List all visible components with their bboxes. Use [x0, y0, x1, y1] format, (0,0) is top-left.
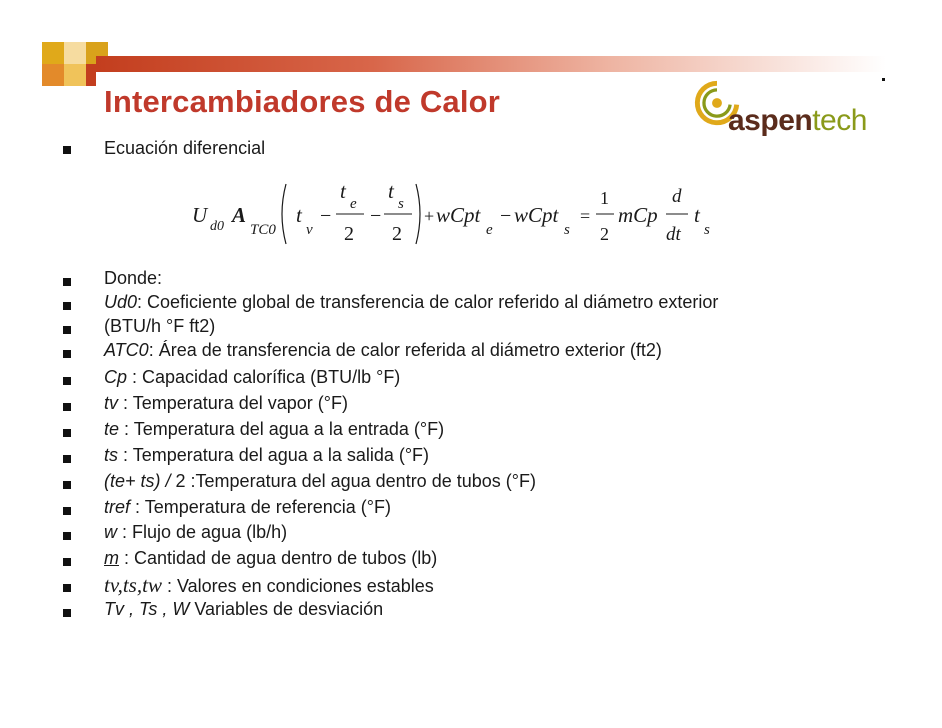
bullet-text: ts : Temperatura del agua a la salida (°F): [104, 445, 430, 465]
eq-symbol: 1: [600, 188, 609, 208]
decor-square: [64, 64, 86, 86]
bullet-icon: [63, 429, 71, 437]
bullet-text: Ecuación diferencial: [104, 138, 266, 158]
bullet-icon: [63, 609, 71, 617]
bullet-text: ATC0: Área de transferencia de calor referida al diámetro exterior (ft2): [104, 340, 662, 360]
bullet-text: Tv , Ts , W Variables de desviación: [104, 599, 384, 619]
eq-symbol: 2: [344, 223, 354, 245]
eq-symbol: v: [306, 222, 313, 238]
bullet-text: tref : Temperatura de referencia (°F): [104, 497, 391, 517]
eq-symbol: t: [694, 203, 700, 227]
bullet-icon: [63, 377, 71, 385]
bullet-icon: [63, 278, 71, 286]
decor-square: [42, 64, 64, 86]
eq-symbol: e: [350, 196, 357, 212]
bullet-icon: [63, 532, 71, 540]
eq-symbol: −: [320, 205, 332, 227]
eq-symbol: wCpt: [436, 203, 481, 227]
eq-symbol: A: [232, 203, 247, 227]
bullet-text: tv,ts,tw : Valores en condiciones estables: [104, 573, 434, 597]
bullet-text: (te+ ts) / 2 :Temperatura del agua dentro de tubos (°F): [104, 471, 536, 491]
eq-symbol: d0: [210, 219, 224, 234]
eq-symbol: −: [370, 205, 382, 227]
eq-symbol: t: [388, 179, 394, 203]
bullet-icon: [63, 481, 71, 489]
bullet-icon: [63, 302, 71, 310]
eq-symbol: mCp: [618, 203, 658, 227]
bullet-text: Cp : Capacidad calorífica (BTU/lb °F): [104, 367, 401, 387]
bullet-icon: [63, 146, 71, 154]
eq-symbol: U: [192, 203, 208, 227]
bullet-text: Donde:: [104, 268, 163, 288]
slide-title: Intercambiadores de Calor: [104, 84, 501, 119]
bullet-icon: [63, 507, 71, 515]
eq-symbol: d: [672, 186, 682, 207]
bullet-text: te : Temperatura del agua a la entrada (°F): [104, 419, 445, 439]
bullet-icon: [63, 403, 71, 411]
bullet-icon: [63, 350, 71, 358]
eq-symbol: t: [296, 203, 302, 227]
bullet-text: (BTU/h °F ft2): [104, 316, 216, 336]
bullet-icon: [63, 584, 71, 592]
eq-symbol: −: [500, 205, 512, 227]
decor-square: [64, 42, 86, 64]
logo-text: aspentech: [728, 104, 867, 137]
differential-equation: [190, 178, 730, 250]
header-bar: [96, 56, 886, 72]
eq-symbol: dt: [666, 224, 681, 245]
decor-square: [42, 42, 64, 64]
bullet-icon: [63, 326, 71, 334]
eq-symbol: e: [486, 222, 493, 238]
eq-symbol: +: [424, 206, 435, 226]
decor-square: [86, 64, 96, 86]
bullet-text: m : Cantidad de agua dentro de tubos (lb): [104, 548, 438, 568]
eq-symbol: 2: [600, 224, 609, 244]
eq-symbol: 2: [392, 223, 402, 245]
eq-symbol: t: [340, 179, 346, 203]
bullet-text: w : Flujo de agua (lb/h): [104, 522, 288, 542]
eq-symbol: wCpt: [514, 203, 559, 227]
eq-symbol: =: [580, 206, 591, 226]
bullet-icon: [63, 558, 71, 566]
bullet-text: tv : Temperatura del vapor (°F): [104, 393, 348, 413]
eq-symbol: s: [398, 196, 404, 212]
bullet-text: Ud0: Coeficiente global de transferencia de calor referido al diámetro exterior: [104, 292, 719, 312]
eq-symbol: s: [704, 222, 710, 238]
eq-symbol: s: [564, 222, 570, 238]
bullet-icon: [63, 455, 71, 463]
aspentech-logo: [694, 80, 884, 142]
eq-symbol: TC0: [250, 222, 276, 238]
